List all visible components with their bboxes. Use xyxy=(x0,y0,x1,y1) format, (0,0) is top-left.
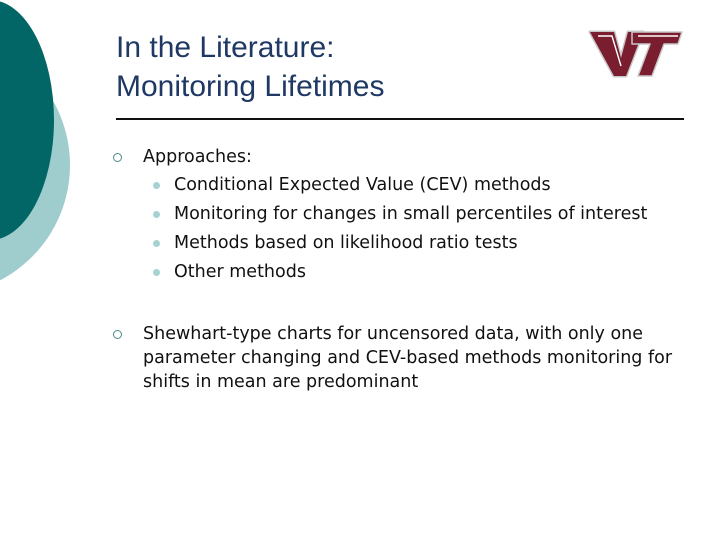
slide-content xyxy=(113,145,693,394)
sub-bullet-item xyxy=(143,202,693,226)
dark-teal-ellipse xyxy=(0,0,54,240)
title-divider xyxy=(116,118,684,120)
bullet-shewhart xyxy=(113,322,693,394)
sub-bullet-text: Other methods xyxy=(174,262,306,282)
bullet-text: Shewhart-type charts for uncensored data, with only one parameter changing and CEV-based methods monitoring for shifts in mean are predominant xyxy=(143,324,673,392)
slide-title xyxy=(116,28,556,106)
bullet-text: Approaches: xyxy=(143,147,252,167)
hollow-circle-bullet-icon xyxy=(113,153,122,162)
title-line-2: Monitoring Lifetimes xyxy=(116,70,385,103)
sub-bullet-text: Methods based on likelihood ratio tests xyxy=(174,233,518,253)
hollow-circle-bullet-icon xyxy=(113,330,122,339)
dot-bullet-icon xyxy=(153,269,160,276)
dot-bullet-icon xyxy=(153,211,160,218)
light-teal-circle xyxy=(0,35,70,295)
sub-bullet-list xyxy=(143,173,693,284)
sub-bullet-item xyxy=(143,260,693,284)
title-line-1: In the Literature: xyxy=(116,31,335,64)
sub-bullet-item xyxy=(143,231,693,255)
sub-bullet-item xyxy=(143,173,693,197)
bullet-approaches xyxy=(113,145,693,284)
sub-bullet-text: Conditional Expected Value (CEV) methods xyxy=(174,175,551,195)
dot-bullet-icon xyxy=(153,182,160,189)
sub-bullet-text: Monitoring for changes in small percentiles of interest xyxy=(174,204,648,224)
vt-logo xyxy=(588,28,684,80)
dot-bullet-icon xyxy=(153,240,160,247)
